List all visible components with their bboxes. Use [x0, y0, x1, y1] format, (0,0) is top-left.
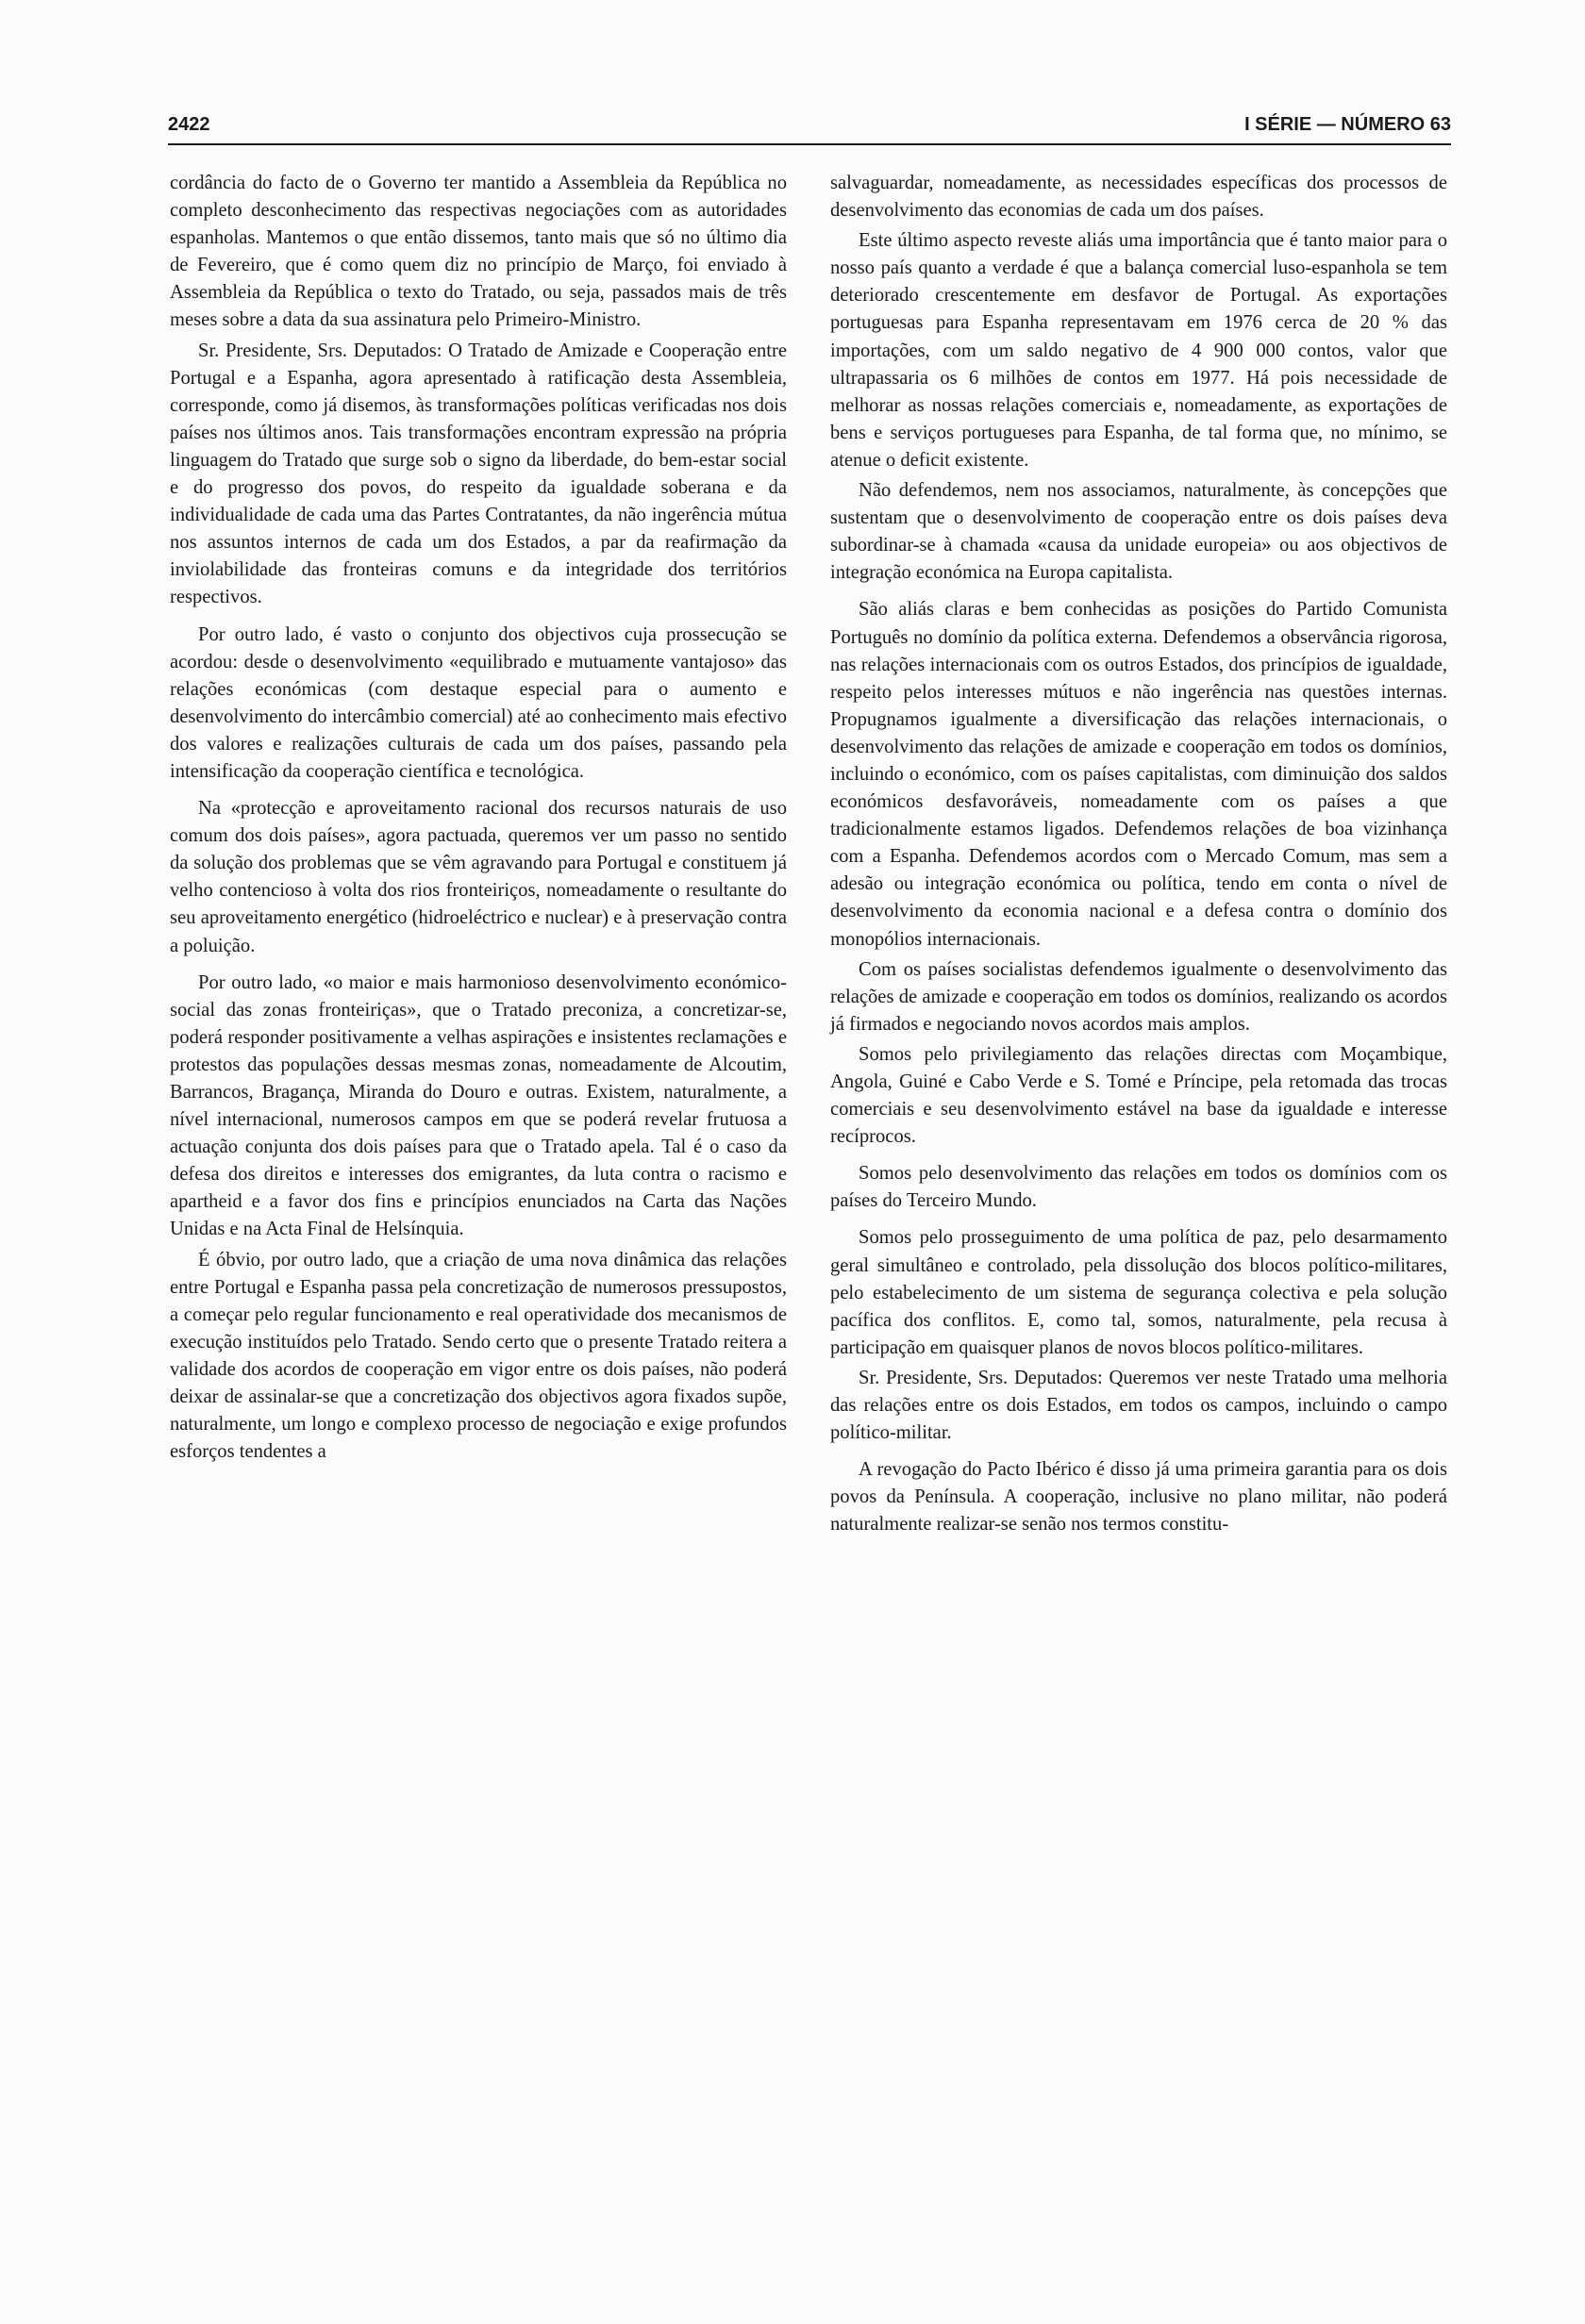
paragraph: Por outro lado, é vasto o conjunto dos objectivos cuja prossecução se acordou: desde o desenvolvimento «equilibrado e mutuamente vantajoso» das relações económicas (com destaque especial para o aumento e desenvolvimento do intercâmbio comercial) até ao conhecimento mais efectivo dos valores e realizações culturais de cada um dos países, passando pela intensificação da cooperação científica e tecnológica. — [170, 623, 787, 782]
paragraph: A revogação do Pacto Ibérico é disso já uma primeira garantia para os dois povos da Península. A cooperação, inclusive no plano militar, não poderá naturalmente realizar-se senão nos termos constitu- — [830, 1459, 1447, 1536]
paragraph: Por outro lado, «o maior e mais harmonioso desenvolvimento económico-social das zonas fronteiriças», que o Tratado preconiza, a concretizar-se, poderá responder positivamente a velhas aspirações e insistentes reclamações e protestos das populações dessas mesmas zonas, nomeadamente de Alcoutim, Barrancos, Bragança, Miranda do Douro e outras. Existem, naturalmente, a nível internacional, numerosos campos em que se poderá revelar frutuosa a actuação conjunta dos dois países para que o Tratado apela. Tal é o caso da defesa dos direitos e interesses dos emigrantes, da luta contra o racismo e apartheid e a favor dos fins e princípios enunciados na Carta das Nações Unidas e na Acta Final de Helsínquia. — [170, 971, 787, 1240]
paragraph: Sr. Presidente, Srs. Deputados: Queremos ver neste Tratado uma melhoria das relações entre os dois Estados, em todos os campos, incluindo o campo político-militar. — [830, 1367, 1447, 1444]
paragraph: Somos pelo desenvolvimento das relações em todos os domínios com os países do Terceiro Mundo. — [830, 1163, 1447, 1212]
series-number-label: I SÉRIE — NÚMERO 63 — [1244, 114, 1451, 135]
paragraph: cordância do facto de o Governo ter mantido a Assembleia da República no completo desconhecimento das respectivas negociações com as autoridades espanholas. Mantemos o que então dissemos, tanto mais que só no último dia de Fevereiro, que é como quem diz no princípio de Março, foi enviado à Assembleia da República o texto do Tratado, ou seja, passados mais de três meses sobre a data da sua assinatura pelo Primeiro-Ministro. — [170, 173, 787, 331]
paragraph: salvaguardar, nomeadamente, as necessidades específicas dos processos de desenvolvimento das economias de cada um dos países. — [830, 173, 1447, 222]
paragraph: Este último aspecto reveste aliás uma importância que é tanto maior para o nosso país quanto a verdade é que a balança comercial luso-espanhola se tem deteriorado crescentemente em desfavor de Portugal. As exportações portuguesas para Espanha representavam em 1976 cerca de 20 % das importações, com um saldo negativo de 4 900 000 contos, valor que ultrapassaria os 6 milhões de contos em 1977. Há pois necessidade de melhorar as nossas relações comerciais e, nomeadamente, as exportações de bens e serviços portugueses para Espanha, de tal forma que, no mínimo, se atenue o deficit existente. — [830, 230, 1447, 471]
page-number: 2422 — [168, 114, 210, 135]
paragraph: Com os países socialistas defendemos igualmente o desenvolvimento das relações de amizade e cooperação em todos os domínios, realizando os acordos já firmados e negociando novos acordos mais amplos. — [830, 958, 1447, 1035]
paragraph: São aliás claras e bem conhecidas as posições do Partido Comunista Português no domínio da política externa. Defendemos a observância rigorosa, nas relações internacionais com os outros Estados, dos princípios de igualdade, respeito pelos interesses mútuos e não ingerência nas questões internas. Propugnamos igualmente a diversificação das relações internacionais, o desenvolvimento das relações de amizade e cooperação em todos os domínios, incluindo o económico, com os países capitalistas, com diminuição dos saldos económicos desfavoráveis, nomeadamente com os países a que tradicionalmente estamos ligados. Defendemos relações de boa vizinhança com a Espanha. Defendemos acordos com o Mercado Comum, mas sem a adesão ou integração económica ou política, tendo em conta o nível de desenvolvimento da economia nacional e a defesa contra o domínio dos monopólios internacionais. — [830, 599, 1447, 950]
left-column — [170, 170, 787, 1469]
paragraph: Somos pelo privilegiamento das relações directas com Moçambique, Angola, Guiné e Cabo Verde e S. Tomé e Príncipe, pela retomada das trocas comerciais e seu desenvolvimento estável na base da igualdade e interesse recíprocos. — [830, 1043, 1447, 1148]
page-header — [168, 106, 1451, 145]
paragraph: Na «protecção e aproveitamento racional dos recursos naturais de uso comum dos dois países», agora pactuada, queremos ver um passo no sentido da solução dos problemas que se vêm agravando para Portugal e constituem já velho contencioso à volta dos rios fronteiriços, nomeadamente o resultante do seu aproveitamento energético (hidroeléctrico e nuclear) e à preservação contra a poluição. — [170, 798, 787, 956]
paragraph: Não defendemos, nem nos associamos, naturalmente, às concepções que sustentam que o desenvolvimento de cooperação entre os dois países deva subordinar-se à chamada «causa da unidade europeia» ou aos objectivos de integração económica na Europa capitalista. — [830, 480, 1447, 584]
right-column — [830, 170, 1447, 1542]
paragraph: Somos pelo prosseguimento de uma política de paz, pelo desarmamento geral simultâneo e controlado, pela dissolução dos blocos político-militares, pelo estabelecimento de um sistema de segurança colectiva e pela solução pacífica dos conflitos. E, como tal, somos, naturalmente, pela recusa à participação em quaisquer planos de novos blocos político-militares. — [830, 1227, 1447, 1358]
paragraph: É óbvio, por outro lado, que a criação de uma nova dinâmica das relações entre Portugal e Espanha passa pela concretização de numerosos pressupostos, a começar pelo regular funcionamento e real operatividade dos mecanismos de execução instituídos pelo Tratado. Sendo certo que o presente Tratado reitera a validade dos acordos de cooperação em vigor entre os dois países, não poderá deixar de assinalar-se que a concretização dos objectivos agora fixados supõe, naturalmente, um longo e complexo processo de negociação e exige profundos esforços tendentes a — [170, 1249, 787, 1463]
paragraph: Sr. Presidente, Srs. Deputados: O Tratado de Amizade e Cooperação entre Portugal e a Espanha, agora apresentado à ratificação desta Assembleia, corresponde, como já disemos, às transformações políticas verificadas nos dois países nos últimos anos. Tais transformações encontram expressão na própria linguagem do Tratado que surge sob o signo da liberdade, do bem-estar social e do progresso dos povos, do respeito da igualdade soberana e da individualidade de cada uma das Partes Contratantes, da não ingerência mútua nos assuntos internos de cada um dos Estados, a par da reafirmação da inviolabilidade das fronteiras comuns e da integridade dos territórios respectivos. — [170, 340, 787, 608]
